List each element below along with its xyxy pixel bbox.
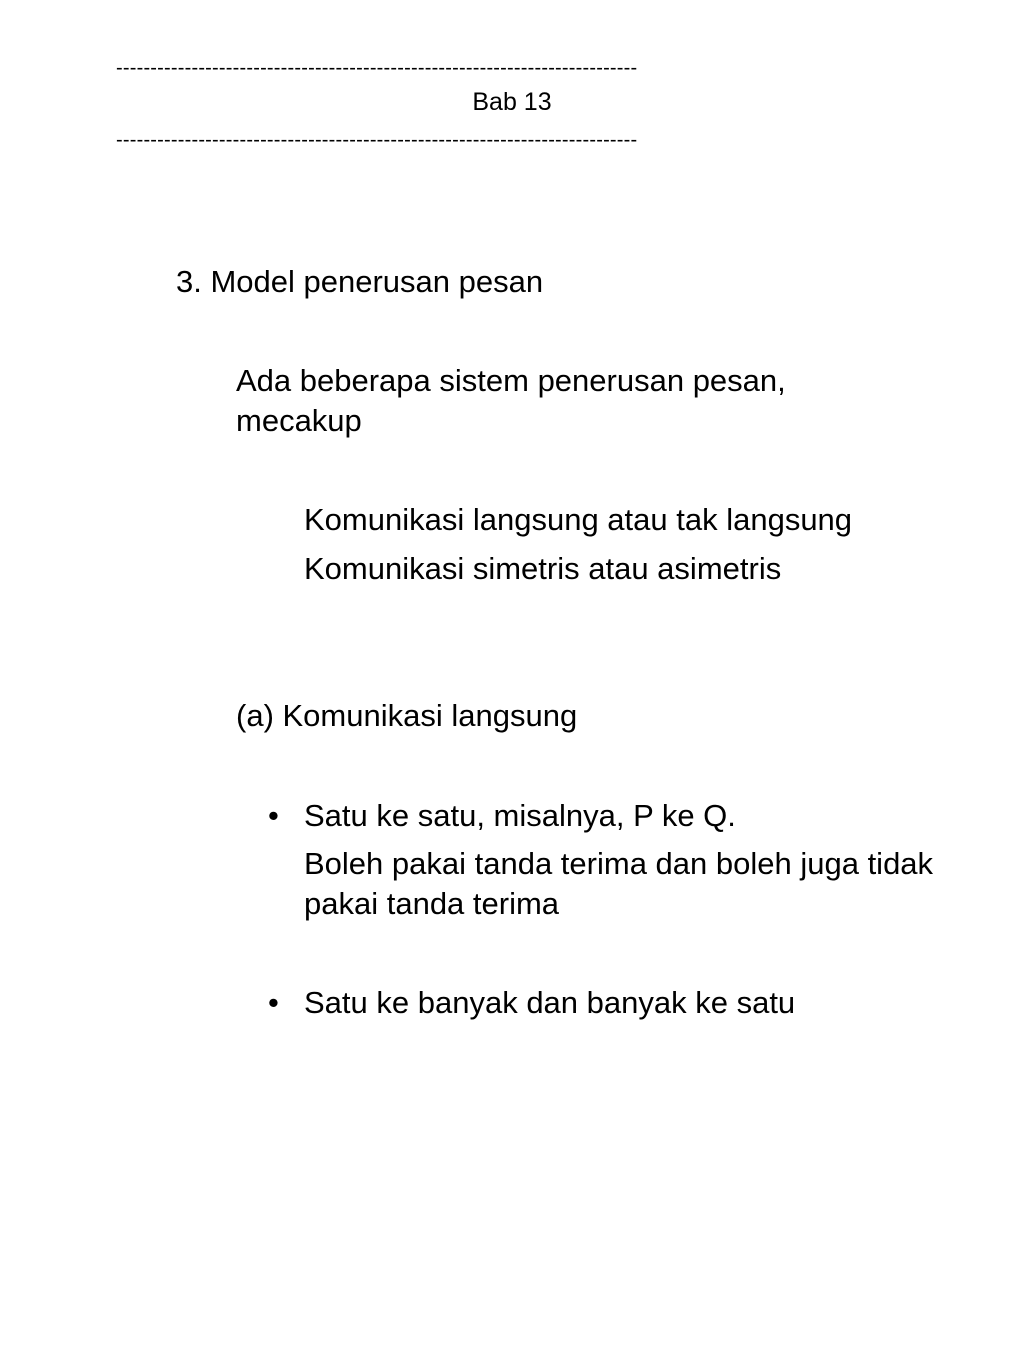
system-item: Komunikasi simetris atau asimetris [304,551,782,586]
system-item: Komunikasi langsung atau tak langsung [304,502,853,537]
bullet-text: Satu ke satu, misalnya, P ke Q. [304,798,736,833]
bullet-icon: • [268,985,279,1020]
bullet-text: Satu ke banyak dan banyak ke satu [304,985,796,1020]
section-heading: 3. Model penerusan pesan [176,264,544,299]
bullet-note: Boleh pakai tanda terima dan boleh juga tidak pakai tanda terima [304,846,934,921]
header-rule-top: ---------------------------------------------------------------------------- [116,57,638,79]
subsection-heading: (a) Komunikasi langsung [236,698,578,733]
bullet-icon: • [268,798,279,833]
chapter-title: Bab 13 [472,88,552,116]
header-rule-bottom: ---------------------------------------------------------------------------- [116,129,638,151]
intro-paragraph: Ada beberapa sistem penerusan pesan, mecakup [236,363,786,438]
